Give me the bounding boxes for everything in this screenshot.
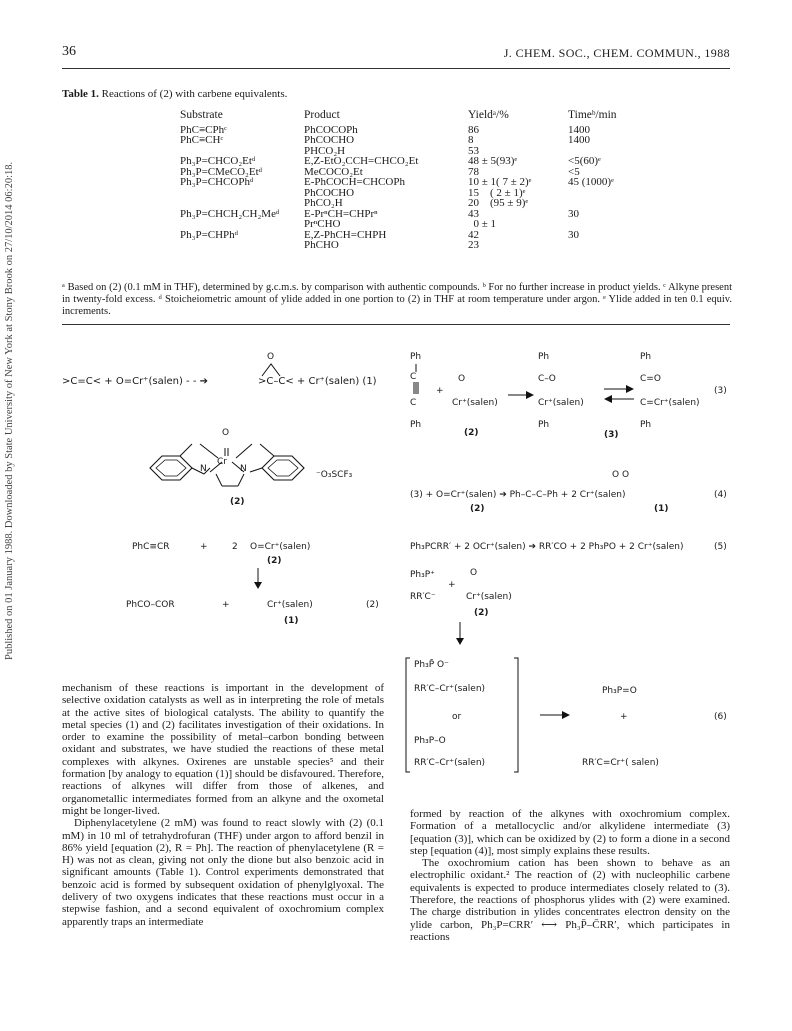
eq6-ylide-c: RR′C⁻: [410, 592, 436, 602]
cell-product: PhCOCHO: [304, 186, 355, 199]
eq4-carbonyl-oxygens: O O: [612, 470, 630, 480]
eq4-equation: (3) + O=Cr⁺(salen) ➔ Ph–C–C–Ph + 2 Cr⁺(salen): [410, 490, 626, 500]
table-row: [180, 230, 617, 241]
cell-yield: 15 ( 2 ± 1)ᵉ: [468, 186, 526, 199]
reactions-table: [180, 110, 617, 251]
cell-time: [568, 198, 617, 209]
table-header-row: [180, 110, 617, 125]
cell-yield: 86: [468, 123, 479, 136]
cell-yield: 42: [468, 228, 479, 241]
cell-time: 1400: [568, 134, 590, 146]
cell-time: [568, 219, 617, 230]
eq3-oxygen: O: [458, 374, 466, 384]
cell-substrate: [180, 188, 304, 199]
eq2-oxidant: O=Cr⁺(salen): [250, 542, 311, 552]
eq2-alkyne: PhC≡CR: [132, 542, 170, 552]
cell-yield: 48 ± 5(93)ᵉ: [468, 155, 518, 167]
table-caption-label: Table 1.: [62, 88, 99, 100]
eq4-number: (4): [714, 490, 727, 500]
cell-time: 45 (1000)ᵉ: [568, 176, 614, 188]
eq3-alk-ph-bottom: Ph: [640, 420, 652, 430]
cell-product: PhCOCHO: [304, 134, 355, 146]
cell-yield: 43: [468, 207, 479, 220]
eq5-equation: Ph₃PCRR′ + 2 OCr⁺(salen) ➔ RR′CO + 2 Ph₃PO + 2 Cr⁺(salen): [410, 542, 684, 552]
cell-substrate: [180, 240, 304, 251]
cell-product: PHCO₂H: [304, 144, 346, 157]
eq6-betaine-top-b: RR′C–Cr⁺(salen): [414, 684, 486, 694]
left-paragraph-2: Diphenylacetylene (2 mM) was found to react slowly with (2) (0.1 mM) in 10 ml of tetrahydrofuran (THF) under argon to afford benzil in 86% yield [equation (2), R = Ph]. The reaction of phenylacetylene (R = H) was not as clean, giving not only the dione but also benzoic acid in significant amounts (Table 1). Control experiments demonstrated that benzoic acid is formed by subsequent oxidation of phenylglyoxal. The delivery of two oxygens indicates that these reactions must occur in a stepwise fashion, and a second equivalent of oxochromium complex apparently traps an intermediate: [62, 817, 384, 928]
eq3-int-co: C–O: [538, 374, 556, 384]
table-row: [180, 219, 617, 230]
table-row: [180, 135, 617, 146]
table-row: [180, 125, 617, 136]
cell-product: PhCOCOPh: [304, 123, 358, 136]
table-footnotes: ᵃ Based on (2) (0.1 mM in THF), determined by g.c.m.s. by comparison with authentic compounds. ᵇ For no further increase in product yields. ᶜ Alkyne present in twenty-fold excess. ᵈ Stoicheiometric amount of ylide added in one portion to (2) in THF at room temperature under argon. ᵉ Ylide added in ten 0.1 equiv. increments.: [62, 282, 732, 317]
download-watermark: [4, 100, 18, 660]
cell-time: 30: [568, 228, 579, 241]
eq1-right: >C–C< + Cr⁺(salen) (1): [258, 376, 377, 387]
eq3-oxidant: Cr⁺(salen): [452, 398, 498, 408]
table-row: [180, 177, 617, 188]
eq6-brackets: [404, 656, 520, 774]
cell-substrate: [180, 198, 304, 209]
cell-substrate: [180, 219, 304, 230]
table-caption-text: Reactions of (2) with carbene equivalents.: [101, 88, 288, 100]
salen-counterion: ⁻O₃SCF₃: [316, 470, 353, 480]
eq6-label-2: (2): [474, 608, 489, 618]
cell-time: 1400: [568, 123, 590, 136]
journal-header: J. CHEM. SOC., CHEM. COMMUN., 1988: [503, 46, 730, 60]
table-row: [180, 156, 617, 167]
eq6-betaine-top-a: Ph₃P̄ O⁻: [414, 660, 449, 670]
cell-substrate: Ph₃P=CHPhᵈ: [180, 228, 239, 241]
eq3-equilibrium-arrow: [604, 384, 634, 404]
table-row: [180, 198, 617, 209]
eq2-plus: +: [200, 542, 208, 552]
page-number: 36: [62, 44, 76, 59]
eq6-ring-a: Ph₃P–O: [414, 736, 446, 746]
cell-product: PhCO₂H: [304, 197, 343, 209]
right-column: [410, 808, 730, 943]
eq2-plus2: +: [222, 600, 230, 610]
salen-nitrogen-right: N: [240, 464, 247, 474]
table-bottom-rule: [62, 324, 730, 325]
table-row: [180, 188, 617, 199]
cell-time: <5: [568, 165, 580, 178]
eq3-c-top: C: [410, 372, 417, 382]
salen-compound-label: (2): [230, 497, 245, 507]
cell-yield: 20 (95 ± 9)ᵉ: [468, 197, 529, 209]
cell-time: [568, 240, 617, 251]
eq6-ylide-p: Ph₃P⁺: [410, 570, 435, 580]
cell-yield: 8: [468, 134, 474, 146]
cell-yield: 53: [468, 144, 479, 157]
eq3-c-bottom: C: [410, 398, 417, 408]
eq2-chromium-label: (1): [284, 616, 299, 626]
eq6-plus2: +: [620, 712, 628, 722]
eq4-label-2: (2): [470, 504, 485, 514]
salen-chromium: Cr: [217, 457, 227, 467]
eq3-int-ph-bottom: Ph: [538, 420, 550, 430]
cell-substrate: Ph₃P=CHCH₂CH₂Meᵈ: [180, 207, 280, 220]
salen-carbonyl-o: O: [222, 428, 230, 438]
eq6-alkylidene: RR′C=Cr⁺( salen): [582, 758, 659, 768]
cell-yield: 0 ± 1: [468, 218, 497, 230]
cell-substrate: Ph₃P=CHCOPhᵈ: [180, 176, 254, 188]
right-paragraph-2: The oxochromium cation has been shown to behave as an electrophilic oxidant.² The reaction of (2) with nucleophilic carbene equivalents is expected to produce intermediates closely related to (3). Therefore, the reactions of phosphorus ylides with (2) were examined. The charge distribution in ylides concentrates electron density on the ylide carbon, Ph₃P=CRR′ ⟷ Ph₃P̄–C̄RR′, which participates in reactions: [410, 857, 730, 943]
eq4-label-1: (1): [654, 504, 669, 514]
eq3-alk-ccr: C=Cr⁺(salen): [640, 398, 700, 408]
eq6-down-arrow: [454, 622, 466, 646]
cell-substrate: Ph₃P=CMeCO₂Etᵈ: [180, 165, 263, 178]
cell-yield: 78: [468, 165, 479, 178]
eq2-coeff: 2: [232, 542, 238, 552]
table-caption: [62, 88, 287, 100]
col-header-yield: Yieldᵃ/%: [468, 109, 509, 121]
table-row: [180, 240, 617, 251]
left-paragraph-1: mechanism of these reactions is important in the development of selective oxidation catalysts as well as in interpreting the role of metals at the active sites of biological catalysts. The ability to quantify the metal species (1) and (2) facilitates investigation of their oxidations. In order to examine the possibility of metal–carbon bonding between oxidant and substrates, we have studied the reactions of these metal complexes with alkynes. Oxirenes are unstable species⁵ and their formation [by analogy to equation (1)] should be disfavoured. Therefore, reactions of alkynes will differ from those of alkenes, and organometallic intermediates formed from an alkyne and the oxometal might be longer-lived.: [62, 682, 384, 817]
cell-yield: 23: [468, 239, 479, 251]
eq6-number: (6): [714, 712, 727, 722]
eq5-number: (5): [714, 542, 727, 552]
eq6-oxidant: Cr⁺(salen): [466, 592, 512, 602]
eq3-label-2: (2): [464, 428, 479, 438]
cell-time: [568, 188, 617, 199]
eq3-number: (3): [714, 386, 727, 396]
cell-time: <5(60)ᵉ: [568, 155, 601, 167]
cell-product: E,Z-EtO₂CCH=CHCO₂Et: [304, 155, 419, 167]
eq2-chromium: Cr⁺(salen): [267, 600, 313, 610]
eq2-oxidant-label: (2): [267, 556, 282, 566]
cell-time: 30: [568, 207, 579, 220]
eq1-oxygen: O: [267, 352, 275, 362]
cell-product: E-PhCOCH=CHCOPh: [304, 176, 405, 188]
cell-product: MeCOCO₂Et: [304, 165, 363, 178]
eq2-number: (2): [366, 600, 379, 610]
col-header-time: Timeᵇ/min: [568, 109, 617, 121]
eq3-alk-co: C=O: [640, 374, 661, 384]
header-rule: [62, 68, 730, 69]
eq3-int-ph-top: Ph: [538, 352, 550, 362]
cell-yield: 10 ± 1( 7 ± 2)ᵉ: [468, 176, 532, 188]
eq6-plus: +: [448, 580, 456, 590]
eq3-label-3: (3): [604, 430, 619, 440]
cell-substrate: Ph₃P=CHCO₂Etᵈ: [180, 155, 256, 167]
eq6-or: or: [452, 712, 462, 722]
eq2-dione: PhCO–COR: [126, 600, 175, 610]
eq3-ph-top: Ph: [410, 352, 422, 362]
eq3-arrow-1: [508, 390, 534, 400]
download-watermark-text: Published on 01 January 1988. Downloaded by State University of New York at Stony Brook on 27/10/2014 06:20:18.: [4, 161, 15, 660]
salen-complex-structure: [140, 428, 380, 500]
eq3-alk-ph-top: Ph: [640, 352, 652, 362]
cell-product: PrⁿCHO: [304, 218, 341, 230]
cell-product: E,Z-PhCH=CHPH: [304, 228, 387, 241]
eq3-ph-bottom: Ph: [410, 420, 422, 430]
table-row: [180, 209, 617, 220]
eq6-ring-b: RR′C–Cr⁺(salen): [414, 758, 486, 768]
salen-nitrogen-left: N: [200, 464, 207, 474]
eq6-oxygen: O: [470, 568, 478, 578]
eq6-arrow: [540, 710, 570, 720]
cell-product: PhCHO: [304, 239, 339, 251]
left-column: [62, 682, 384, 928]
cell-product: E-PrⁿCH=CHPrⁿ: [304, 207, 378, 220]
eq1-left: >C=C< + O=Cr⁺(salen) - - ➔: [62, 376, 209, 387]
eq2-down-arrow: [252, 568, 264, 590]
eq6-phosphine-oxide: Ph₃P=O: [602, 686, 637, 696]
cell-substrate: PhC≡CHᶜ: [180, 134, 224, 146]
col-header-substrate: Substrate: [180, 109, 223, 121]
cell-substrate: PhC≡CPhᶜ: [180, 123, 227, 136]
col-header-product: Product: [304, 109, 340, 121]
eq3-int-ccr: Cr⁺(salen): [538, 398, 584, 408]
eq3-plus: +: [436, 386, 444, 396]
right-paragraph-1: formed by reaction of the alkynes with oxochromium complex. Formation of a metallocyclic and/or alkylidene intermediate (3) [equation (3)], which can be oxidized by (2) to form a dione in a second step [equation (4)], most simply explains these results.: [410, 808, 730, 857]
